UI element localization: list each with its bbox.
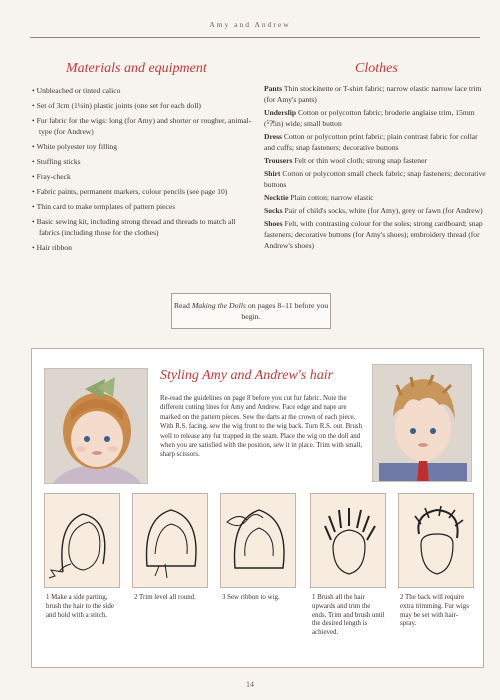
read-note-book-title: Making the Dolls: [191, 301, 246, 310]
read-note-post: on pages 8–11 before you begin.: [241, 301, 329, 321]
read-first-note: [171, 293, 331, 329]
clothes-list-item: [264, 131, 486, 153]
materials-list-item: • Fur fabric for the wigs: long (for Amy) and shorter or rougher, animal-type (for Andrew): [32, 115, 256, 137]
clothes-item-description: Plain cotton; narrow elastic: [290, 193, 374, 202]
clothes-item-name: Socks: [264, 206, 283, 215]
step-caption: 2 Trim level all round.: [134, 594, 196, 601]
clothes-list-item: [264, 83, 486, 105]
materials-title: Materials and equipment: [66, 61, 207, 76]
header-rule: [30, 37, 480, 38]
step-andrew-1-illustration: [310, 493, 386, 588]
materials-list-item: • Fray-check: [32, 171, 256, 182]
step-amy-3-illustration: [220, 493, 296, 588]
clothes-item-name: Shoes: [264, 219, 283, 228]
materials-list-item: • White polyester toy filling: [32, 141, 256, 152]
clothes-item-description: Thin stockinette or T-shirt fabric; narrow elastic narrow lace trim (for Amy's pants): [264, 84, 482, 104]
materials-list-item: • Stuffing sticks: [32, 156, 256, 167]
clothes-item-description: Cotton or polycotton fabric; broderie anglaise trim, 15mm (⁵⁈in) wide; small button: [264, 108, 475, 128]
clothes-item-description: Felt, with contrasting colour for the soles; strong cardboard; snap fasteners; decorative buttons (for Amy's shoes); embroidery thread (for Andrew's shoes): [264, 219, 483, 250]
clothes-item-name: Necktie: [264, 193, 289, 202]
materials-list-item: • Unbleached or tinted calico: [32, 85, 256, 96]
clothes-list-item: [264, 218, 486, 251]
styling-instructions: Re-read the guidelines on page 8 before you cut fur fabric. Note the different cutting lines for Amy and Andrew. Face edge and nape are marked on the pattern pieces. Sew the darts at the crown of each piece. With R.S. facing, sew the wig front to the wig back. Turn R.S. out. Brush well to release any fur trapped in the seam. Place the wig on the doll and when you are satisfied with the position, sew it in place. Trim with small, sharp scissors.: [160, 395, 363, 459]
step-andrew-2-illustration: [398, 493, 474, 588]
running-header: Amy and Andrew: [209, 20, 291, 29]
step-caption: 3 Sew ribbon to wig.: [222, 594, 280, 601]
clothes-list-item: [264, 168, 486, 190]
andrew-doll-photo: [372, 364, 472, 482]
clothes-list-item: [264, 107, 486, 129]
page-number: 14: [246, 680, 254, 689]
clothes-item-name: Underslip: [264, 108, 297, 117]
clothes-title: Clothes: [355, 61, 398, 76]
clothes-item-name: Dress: [264, 132, 282, 141]
read-note-pre: Read: [173, 301, 192, 310]
materials-list: [32, 85, 256, 257]
clothes-item-description: Felt or thin wool cloth; strong snap fastener: [294, 156, 427, 165]
materials-list-item: • Set of 3cm (1¼in) plastic joints (one set for each doll): [32, 100, 256, 111]
clothes-item-name: Trousers: [264, 156, 293, 165]
materials-list-item: • Thin card to make templates of pattern pieces: [32, 201, 256, 212]
materials-list-item: • Hair ribbon: [32, 242, 256, 253]
clothes-item-description: Cotton or polycotton small check fabric; snap fasteners; decorative buttons: [264, 169, 486, 189]
step-caption: 2 The back will require extra trimming. Fur wigs may be set with hair-spray.: [400, 594, 469, 628]
clothes-item-description: Cotton or polycotton print fabric; plain contrast fabric for collar and cuffs; snap fasteners; decorative buttons: [264, 132, 478, 152]
clothes-list-item: [264, 155, 486, 166]
clothes-item-description: Pair of child's socks, white (for Amy), grey or fawn (for Andrew): [284, 206, 483, 215]
step-caption: 1 Brush all the hair upwards and trim the ends. Trim and brush until the desired length is achieved.: [312, 594, 385, 637]
materials-list-item: • Basic sewing kit, including strong thread and threads to match all fabrics (including those for the clothes): [32, 216, 256, 238]
clothes-list-item: [264, 205, 486, 216]
amy-doll-photo: [44, 368, 148, 484]
clothes-item-name: Pants: [264, 84, 283, 93]
clothes-list: [264, 83, 486, 253]
materials-list-item: • Fabric paints, permanent markers, colour pencils (see page 10): [32, 186, 256, 197]
styling-title: Styling Amy and Andrew's hair: [160, 368, 334, 383]
step-amy-1-illustration: [44, 493, 120, 588]
step-amy-2-illustration: [132, 493, 208, 588]
step-caption: 1 Make a side parting, brush the hair to the side and hold with a stitch.: [46, 594, 114, 619]
clothes-list-item: [264, 192, 486, 203]
clothes-item-name: Shirt: [264, 169, 281, 178]
